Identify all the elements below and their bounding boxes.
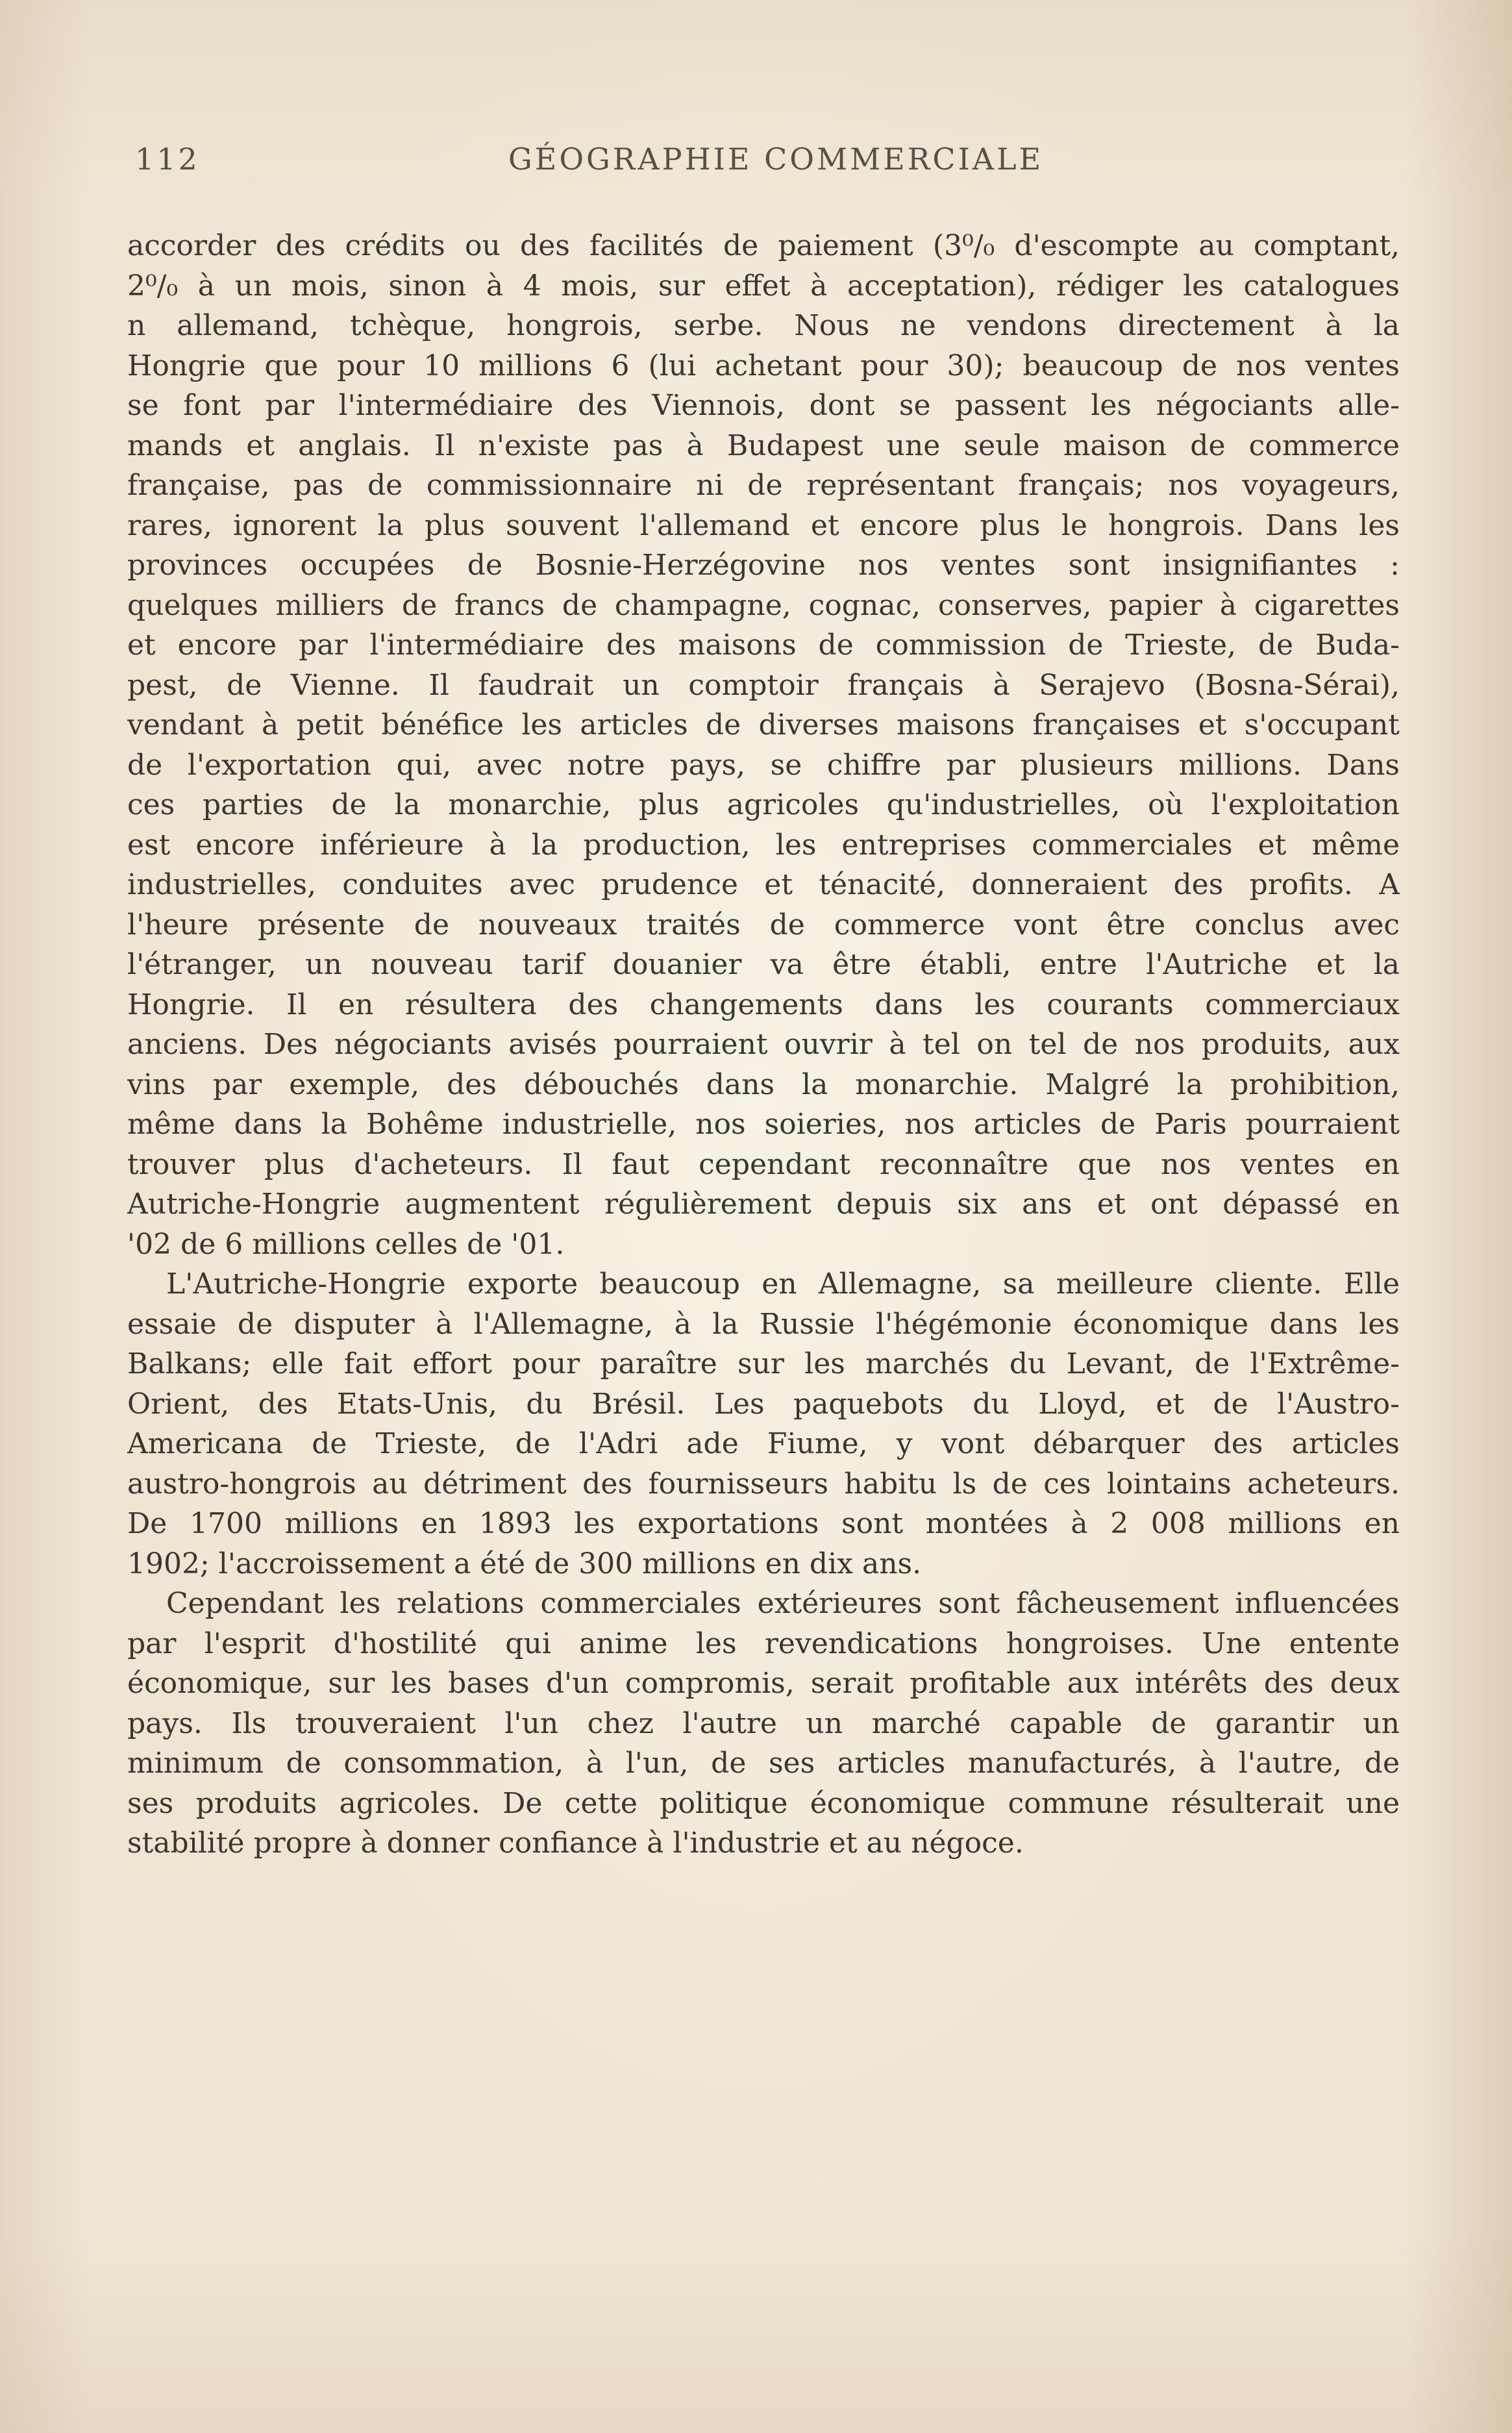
text-line: et encore par l'intermédiaire des maisons de commission de Trieste, de Buda- — [127, 629, 1400, 662]
text-line: ses produits agricoles. De cette politique économique commune résulterait une — [127, 1786, 1400, 1820]
text-line: De 1700 millions en 1893 les exportations sont montées à 2 008 millions en — [127, 1507, 1400, 1540]
text-line: Autriche-Hongrie augmentent régulièrement depuis six ans et ont dépassé en — [127, 1188, 1400, 1221]
text-line: stabilité propre à donner confiance à l'industrie et au négoce. — [127, 1827, 1024, 1860]
paragraph-3 — [127, 1584, 1400, 1864]
text-line: Hongrie que pour 10 millions 6 (lui achetant pour 30); beaucoup de nos ventes — [127, 349, 1400, 382]
text-line: pest, de Vienne. Il faudrait un comptoir français à Serajevo (Bosna-Sérai), — [127, 668, 1400, 702]
running-title: GÉOGRAPHIE COMMERCIALE — [508, 142, 1044, 177]
text-line: 1902; l'accroissement a été de 300 millions en dix ans. — [127, 1547, 922, 1580]
text-line: est encore inférieure à la production, les entreprises commerciales et même — [127, 828, 1400, 862]
text-line: Balkans; elle fait effort pour paraître sur les marchés du Levant, de l'Extrême- — [127, 1347, 1400, 1380]
text-line: Orient, des Etats-Unis, du Brésil. Les paquebots du Lloyd, et de l'Austro- — [127, 1387, 1400, 1421]
text-line: Cependant les relations commerciales extérieures sont fâcheusement influencées — [166, 1587, 1400, 1620]
paragraph-1 — [127, 226, 1400, 1264]
text-line: ces parties de la monarchie, plus agricoles qu'industrielles, où l'exploitation — [127, 788, 1400, 821]
paragraph-2 — [127, 1264, 1400, 1584]
text-line: même dans la Bohême industrielle, nos soieries, nos articles de Paris pourraient — [127, 1108, 1400, 1141]
text-line: économique, sur les bases d'un compromis, serait profitable aux intérêts des deux — [127, 1667, 1400, 1700]
text-line: accorder des crédits ou des facilités de paiement (3⁰/₀ d'escompte au comptant, — [127, 229, 1400, 262]
text-line: l'étranger, un nouveau tarif douanier va être établi, entre l'Autriche et la — [127, 948, 1400, 981]
text-line: Americana de Trieste, de l'Adri ade Fiume, y vont débarquer des articles — [127, 1427, 1400, 1460]
text-line: par l'esprit d'hostilité qui anime les revendications hongroises. Une entente — [127, 1627, 1400, 1660]
text-line: mands et anglais. Il n'existe pas à Budapest une seule maison de commerce — [127, 429, 1400, 462]
text-line: pays. Ils trouveraient l'un chez l'autre un marché capable de garantir un — [127, 1706, 1400, 1740]
text-line: '02 de 6 millions celles de '01. — [127, 1227, 565, 1261]
running-head — [135, 142, 1407, 181]
text-line: Hongrie. Il en résultera des changements dans les courants commerciaux — [127, 988, 1400, 1021]
text-line: vendant à petit bénéfice les articles de diverses maisons françaises et s'occupant — [127, 708, 1400, 742]
text-body — [127, 226, 1400, 1864]
text-line: française, pas de commissionnaire ni de représentant français; nos voyageurs, — [127, 469, 1400, 502]
text-line: se font par l'intermédiaire des Viennois, dont se passent les négociants alle- — [127, 389, 1400, 422]
text-line: essaie de disputer à l'Allemagne, à la Russie l'hégémonie économique dans les — [127, 1307, 1400, 1341]
text-line: industrielles, conduites avec prudence et ténacité, donneraient des profits. A — [127, 868, 1400, 901]
text-line: quelques milliers de francs de champagne, cognac, conserves, papier à cigarettes — [127, 588, 1400, 622]
text-line: trouver plus d'acheteurs. Il faut cependant reconnaître que nos ventes en — [127, 1147, 1400, 1181]
text-line: anciens. Des négociants avisés pourraient ouvrir à tel on tel de nos produits, aux — [127, 1028, 1400, 1061]
text-line: austro-hongrois au détriment des fournisseurs habitu ls de ces lointains acheteurs. — [127, 1467, 1400, 1501]
text-line: n allemand, tchèque, hongrois, serbe. Nous ne vendons directement à la — [127, 309, 1400, 342]
text-line: vins par exemple, des débouchés dans la monarchie. Malgré la prohibition, — [127, 1067, 1400, 1101]
text-line: 2⁰/₀ à un mois, sinon à 4 mois, sur effet à acceptation), rédiger les catalogues — [127, 269, 1400, 303]
page-number: 112 — [135, 142, 200, 177]
text-line: rares, ignorent la plus souvent l'allemand et encore plus le hongrois. Dans les — [127, 508, 1400, 542]
text-line: l'heure présente de nouveaux traités de commerce vont être conclus avec — [127, 908, 1400, 942]
text-line: minimum de consommation, à l'un, de ses articles manufacturés, à l'autre, de — [127, 1747, 1400, 1780]
text-line: provinces occupées de Bosnie-Herzégovine nos ventes sont insignifiantes : — [127, 549, 1400, 582]
text-line: de l'exportation qui, avec notre pays, se chiffre par plusieurs millions. Dans — [127, 748, 1400, 782]
text-line: L'Autriche-Hongrie exporte beaucoup en Allemagne, sa meilleure cliente. Elle — [166, 1267, 1400, 1301]
